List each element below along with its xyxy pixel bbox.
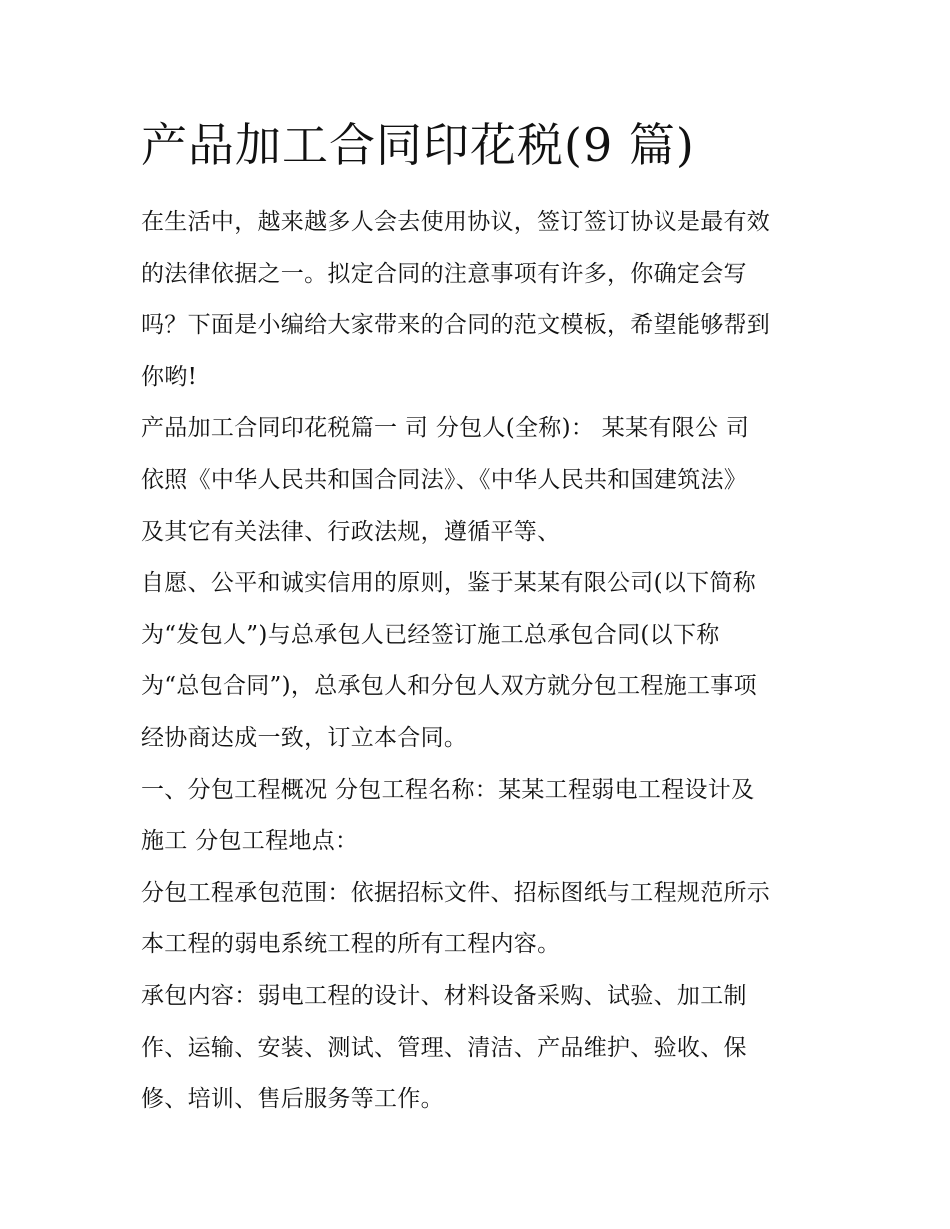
body-line: 在生活中，越来越多人会去使用协议，签订签订协议是最有效 xyxy=(141,209,771,235)
body-line: 作、运输、安装、测试、管理、清洁、产品维护、验收、保 xyxy=(141,1034,747,1061)
body-line: 依照《中华人民共和国合同法》、《中华人民共和国建筑法》 xyxy=(141,466,748,493)
body-line: 吗？下面是小编给大家带来的合同的范文模板，希望能够帮到 xyxy=(141,312,771,339)
body-line: 施工 分包工程地点： xyxy=(141,828,359,855)
body-line: 本工程的弱电系统工程的所有工程内容。 xyxy=(141,931,561,958)
document-body xyxy=(141,197,821,1126)
body-line: 的法律依据之一。拟定合同的注意事项有许多，你确定会写 xyxy=(141,260,747,287)
body-line: 一、分包工程概况 分包工程名称：某某工程弱电工程设计及 xyxy=(141,776,755,803)
body-line: 承包内容：弱电工程的设计、材料设备采购、试验、加工制 xyxy=(141,982,747,1009)
body-line: 分包工程承包范围：依据招标文件、招标图纸与工程规范所示 xyxy=(141,879,771,906)
body-line: 及其它有关法律、行政法规，遵循平等、 xyxy=(141,518,561,545)
body-line: 经协商达成一致，订立本合同。 xyxy=(141,724,468,751)
body-line: 为“发包人”)与总承包人已经签订施工总承包合同(以下称 xyxy=(141,621,720,648)
body-line: 产品加工合同印花税篇一 司 分包人(全称)： 某某有限公 司 xyxy=(141,415,750,442)
document-title: 产品加工合同印花税(9 篇) xyxy=(141,118,695,172)
body-line: 修、培训、售后服务等工作。 xyxy=(141,1086,444,1113)
body-line: 你哟! xyxy=(141,363,198,390)
body-line: 自愿、公平和诚实信用的原则，鉴于某某有限公司(以下简称 xyxy=(141,570,757,597)
body-line: 为“总包合同”)，总承包人和分包人双方就分包工程施工事项 xyxy=(141,673,757,700)
